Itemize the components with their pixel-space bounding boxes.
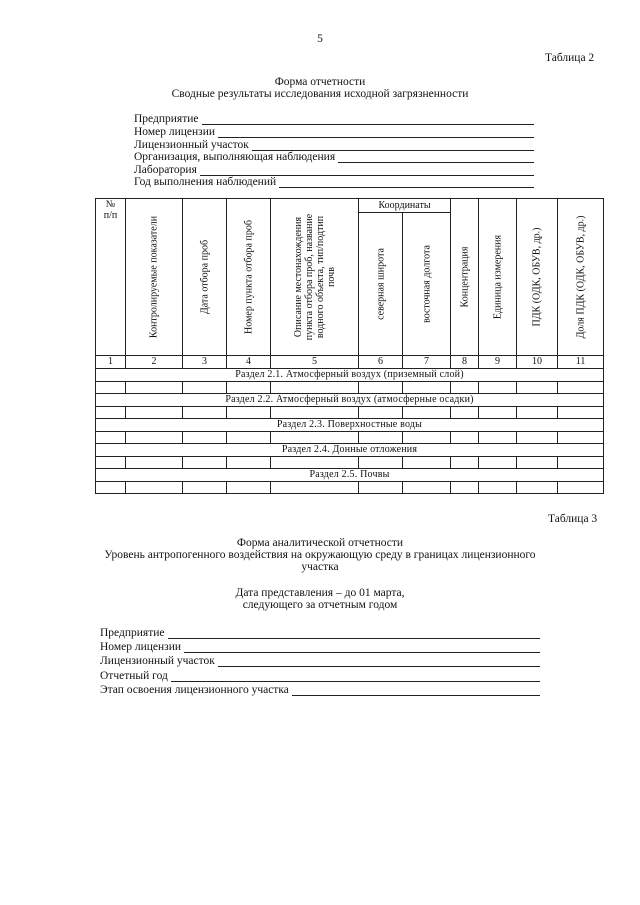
field-observing-organization[interactable]: Организация, выполняющая наблюдения: [134, 151, 534, 163]
header-north-latitude: [359, 213, 403, 356]
field-line: [218, 656, 540, 667]
header-text: северная широта: [375, 248, 386, 320]
header-text: Концентрация: [459, 246, 471, 308]
header-mpc: [517, 199, 558, 356]
header-mpc-share: [558, 199, 604, 356]
header-east-longitude: [403, 213, 451, 356]
column-number: 3: [183, 356, 227, 369]
column-number: 8: [451, 356, 479, 369]
table3-label: Таблица 3: [548, 513, 598, 525]
header-text-line: пункта отбора проб, название: [303, 213, 315, 341]
field-laboratory[interactable]: Лаборатория: [134, 164, 534, 176]
column-number: 11: [558, 356, 604, 369]
section-row: [96, 394, 604, 407]
table2-form-title: Форма отчетности: [274, 76, 366, 88]
column-number: 10: [517, 356, 558, 369]
field-enterprise[interactable]: Предприятие: [134, 113, 534, 125]
table-row[interactable]: [96, 382, 604, 394]
section-title: Раздел 2.3. Поверхностные воды: [96, 419, 604, 432]
header-num-bottom: п/п: [103, 210, 118, 221]
field-line: [279, 177, 534, 188]
section-row: [96, 369, 604, 382]
column-number: 2: [126, 356, 183, 369]
table2-label: Таблица 2: [545, 52, 595, 64]
column-number: 9: [479, 356, 517, 369]
section-title: Раздел 2.1. Атмосферный воздух (приземный слой): [96, 369, 604, 382]
table3-form-title: Форма аналитической отчетности: [236, 537, 404, 549]
header-num-top: №: [105, 199, 116, 210]
section-row: [96, 444, 604, 457]
section-title: Раздел 2.5. Почвы: [96, 469, 604, 482]
column-number: 5: [271, 356, 359, 369]
field-license-number[interactable]: Номер лицензии: [134, 126, 534, 138]
header-location-description: [271, 199, 359, 356]
column-number: 1: [96, 356, 126, 369]
header-num: [96, 199, 126, 356]
field-line: [171, 671, 540, 682]
header-concentration: [451, 199, 479, 356]
table-row[interactable]: [96, 432, 604, 444]
field-line: [184, 642, 540, 653]
column-number: 7: [403, 356, 451, 369]
section-row: [96, 419, 604, 432]
column-number: 4: [227, 356, 271, 369]
table3-date-line2: следующего за отчетным годом: [242, 599, 398, 611]
table-row[interactable]: [96, 407, 604, 419]
t3-field-development-stage[interactable]: Этап освоения лицензионного участка: [100, 684, 540, 696]
header-sampling-point-number: [227, 199, 271, 356]
header-unit: [479, 199, 517, 356]
table-row[interactable]: [96, 457, 604, 469]
header-text: Единица измерения: [492, 234, 504, 320]
t3-field-license-area[interactable]: Лицензионный участок: [100, 655, 540, 667]
header-text-line: Описание местонахождения: [292, 216, 304, 338]
field-line: [218, 127, 534, 138]
header-text: ПДК (ОДК, ОБУВ, др.): [531, 227, 543, 327]
header-text: Дата отбора проб: [199, 239, 210, 315]
table3-date-line1: Дата представления – до 01 марта,: [235, 587, 405, 599]
section-title: Раздел 2.4. Донные отложения: [96, 444, 604, 457]
header-text: Номер пункта отбора проб: [243, 220, 254, 334]
section-title: Раздел 2.2. Атмосферный воздух (атмосферные осадки): [96, 394, 604, 407]
field-line: [338, 152, 534, 163]
table3-subtitle-line1: Уровень антропогенного воздействия на окружающую среду в границах лицензионного: [104, 549, 536, 561]
section-row: [96, 469, 604, 482]
header-text: [293, 214, 337, 340]
field-line: [168, 628, 541, 639]
field-line: [252, 140, 534, 151]
column-number-row: [96, 356, 604, 369]
header-coordinates: Координаты: [359, 199, 451, 213]
header-text: Контролируемые показатели: [148, 215, 160, 339]
t3-field-reporting-year[interactable]: Отчетный год: [100, 670, 540, 682]
header-text-line: почв: [325, 267, 337, 287]
t3-field-license-number[interactable]: Номер лицензии: [100, 641, 540, 653]
table2-form-subtitle: Сводные результаты исследования исходной загрязненности: [171, 88, 469, 100]
t3-field-enterprise[interactable]: Предприятие: [100, 627, 540, 639]
header-text: восточная долгота: [421, 245, 432, 323]
header-text: Доля ПДК (ОДК, ОБУВ, др.): [575, 215, 587, 339]
field-license-area[interactable]: Лицензионный участок: [134, 139, 534, 151]
field-line: [200, 165, 534, 176]
header-sampling-date: [183, 199, 227, 356]
results-table: [95, 198, 604, 494]
column-number: 6: [359, 356, 403, 369]
table3-subtitle-line2: участка: [301, 561, 339, 573]
field-line: [292, 685, 540, 696]
page-number: 5: [317, 33, 323, 45]
header-controlled-indicators: [126, 199, 183, 356]
header-text-line: водного объекта, тип/подтип: [314, 215, 326, 339]
field-line: [202, 114, 535, 125]
table-row[interactable]: [96, 482, 604, 494]
field-observation-year[interactable]: Год выполнения наблюдений: [134, 176, 534, 188]
